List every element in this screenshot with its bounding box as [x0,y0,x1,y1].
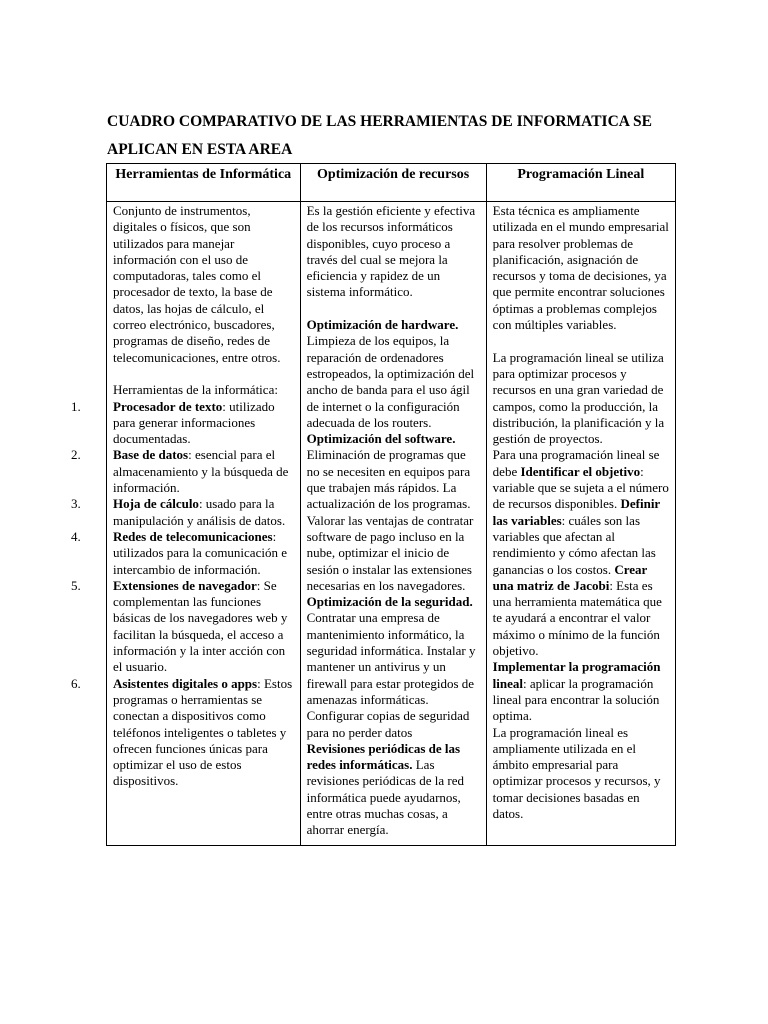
security-section: Optimización de la seguridad. Contratar una empresa de mantenimiento informático, la seguridad informática. Instalar y mantener un antivirus y un firewall para estar protegidos de amenazas informáticas. Configurar copias de seguridad para no perder datos [306,594,476,740]
herramientas-list [71,398,294,790]
header-herramientas: Herramientas de Informática [107,164,301,202]
cell-herramientas [71,202,301,846]
review-section: Revisiones periódicas de las redes informáticas. Las revisiones periódicas de la red informática puede ayudarnos, entre otras muchas cosas, a ahorrar energía. [306,740,464,838]
header-programacion: Programación Lineal [486,164,675,202]
title-line-2: APLICAN EN ESTA AREA [107,141,293,158]
table-body-row [107,202,676,846]
table-header-row [107,164,676,202]
herramientas-list-intro: Herramientas de la informática: [113,382,278,398]
list-item: 5. Extensiones de navegador: Se complementan las funciones básicas de los navegadores web y facilitan la búsqueda, el acceso a información y la inter acción con el usuario. [71,577,288,675]
list-item: 3. Hoja de cálculo: usado para la manipulación y análisis de datos. [71,496,286,528]
programacion-steps: Para una programación lineal se debe Identificar el objetivo: variable que se sujeta a el número de recursos disponibles. Definir las variables: cuáles son las variables que afectan al rendimiento y cómo afectan las ganancias o los costos. Crear una matriz de Jacobi: Esta es una herramienta matemática que te ayudará a encontrar el valor máximo o mínimo de la función objetivo. [492,447,669,659]
software-section: Optimización del software. Eliminación de programas que no se necesiten en equipos para que trabajen más rápidos. La actualización de los programas. Valorar las ventajas de contratar software de pago incluso en la nube, optimizar el inicio de sesión o instalar las extensiones necesarias en los navegadores. [306,431,474,593]
list-item: 2. Base de datos: esencial para el almacenamiento y la búsqueda de información. [71,447,289,496]
list-item: 1. Procesador de texto: utilizado para generar informaciones documentadas. [71,398,275,447]
programacion-summary: La programación lineal es ampliamente utilizada en el ámbito empresarial para optimizar procesos y recursos, y tomar decisiones basadas en datos. [492,724,661,821]
herramientas-intro: Conjunto de instrumentos, digitales o físicos, que son utilizados para manejar información con el uso de computadoras, tales como el procesador de texto, la base de datos, las hojas de cálculo, el correo electrónico, buscadores, programas de diseño, redes de telecomunicaciones, entre otros. [113,203,281,365]
hardware-section: Optimización de hardware. Limpieza de los equipos, la reparación de ordenadores estropeados, la optimización del ancho de banda para el uso ágil de internet o la configuración adecuada de los routers. [306,317,475,430]
document-title [107,108,707,164]
title-line-1: CUADRO COMPARATIVO DE LAS HERRAMIENTAS DE INFORMATICA SE [107,113,652,130]
list-item: 4. Redes de telecomunicaciones: utilizados para la comunicación e intercambio de información. [71,528,287,577]
comparison-table [71,163,676,846]
programacion-uses: La programación lineal se utiliza para optimizar procesos y recursos en una gran variedad de campos, como la producción, la distribución, la planificación y la gestión de proyectos. [492,349,665,447]
list-item: 6. Asistentes digitales o apps: Estos programas o herramientas se conectan a dispositivos como teléfonos inteligentes o tabletes y ofrecen funciones únicas para optimizar el uso de estos dispositivos. [71,675,293,789]
optimizacion-intro: Es la gestión eficiente y efectiva de los recursos informáticos disponibles, cuyo proceso a través del cual se mejora la eficiencia y rapidez de un sistema informático. [306,203,476,300]
cell-programacion [486,202,675,846]
programacion-implement: Implementar la programación lineal: aplicar la programación lineal para encontrar la solución optima. [492,659,661,724]
header-optimizacion: Optimización de recursos [300,164,486,202]
programacion-intro: Esta técnica es ampliamente utilizada en el mundo empresarial para resolver problemas de planificación, asignación de recursos y toma de decisiones, ya que permite encontrar soluciones óptimas a problemas complejos con múltiples variables. [492,203,669,333]
cell-optimizacion [300,202,486,846]
